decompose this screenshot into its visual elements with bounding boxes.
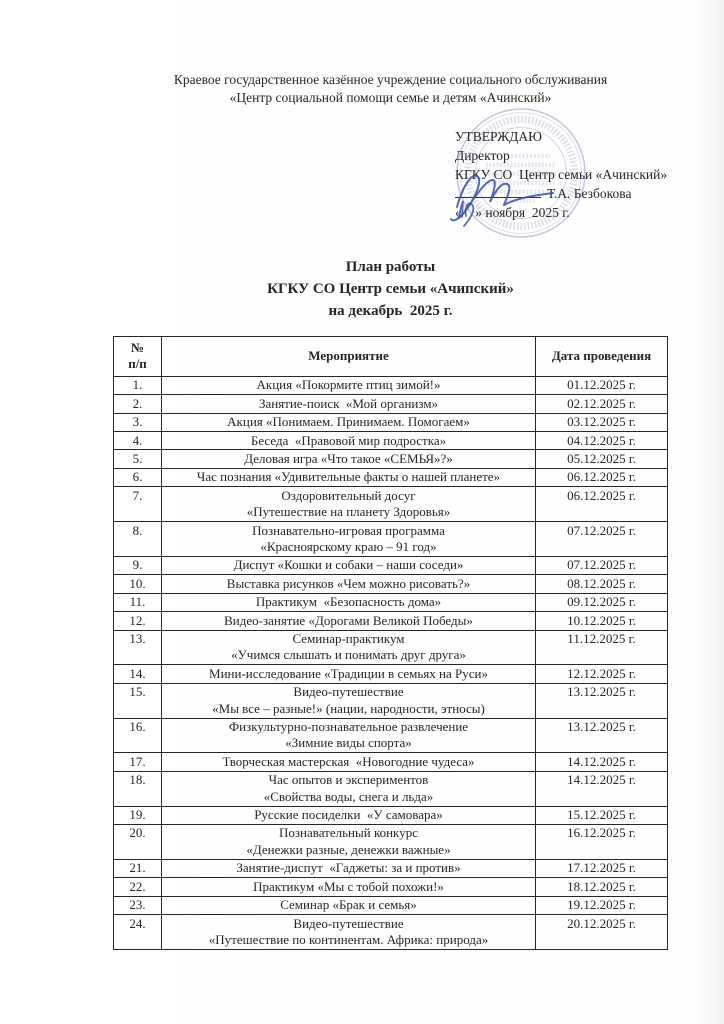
- event-name: Видео-занятие «Дорогами Великой Победы»: [162, 612, 536, 630]
- table-row: [114, 753, 668, 771]
- row-number: 16.: [114, 718, 162, 753]
- table-row: [114, 612, 668, 630]
- table-row: [114, 806, 668, 824]
- row-number: 2.: [114, 395, 162, 413]
- event-name: Занятие-диспут «Гаджеты: за и против»: [162, 859, 536, 877]
- table-row: [114, 522, 668, 557]
- event-date: 06.12.2025 г.: [536, 487, 668, 522]
- event-name: Творческая мастерская «Новогодние чудеса»: [162, 753, 536, 771]
- row-number: 10.: [114, 575, 162, 593]
- org-header: [0, 0, 724, 107]
- row-number: 21.: [114, 859, 162, 877]
- table-row: [114, 718, 668, 753]
- event-date: 17.12.2025 г.: [536, 859, 668, 877]
- event-date: 11.12.2025 г.: [536, 630, 668, 665]
- event-date: 03.12.2025 г.: [536, 413, 668, 431]
- header-event: Мероприятие: [162, 337, 536, 377]
- row-number: 8.: [114, 522, 162, 557]
- event-name: Деловая игра «Что такое «СЕМЬЯ»?»: [162, 450, 536, 468]
- event-name: Познавательный конкурс «Денежки разные, денежки важные»: [162, 824, 536, 859]
- row-number: 7.: [114, 487, 162, 522]
- event-name: Русские посиделки «У самовара»: [162, 806, 536, 824]
- event-name: Практикум «Безопасность дома»: [162, 593, 536, 611]
- event-name: Физкультурно-познавательное развлечение «Зимние виды спорта»: [162, 718, 536, 753]
- table-row: [114, 915, 668, 950]
- table-row: [114, 771, 668, 806]
- row-number: 12.: [114, 612, 162, 630]
- event-name: Акция «Понимаем. Принимаем. Помогаем»: [162, 413, 536, 431]
- event-name: Практикум «Мы с тобой похожи!»: [162, 878, 536, 896]
- event-name: Оздоровительный досуг «Путешествие на планету Здоровья»: [162, 487, 536, 522]
- row-number: 19.: [114, 806, 162, 824]
- table-row: [114, 665, 668, 683]
- table-row: [114, 450, 668, 468]
- row-number: 6.: [114, 468, 162, 486]
- document-title: [0, 256, 724, 322]
- event-date: 04.12.2025 г.: [536, 432, 668, 450]
- event-date: 14.12.2025 г.: [536, 753, 668, 771]
- event-date: 05.12.2025 г.: [536, 450, 668, 468]
- plan-table-header: [114, 337, 668, 377]
- table-row: [114, 896, 668, 914]
- event-date: 19.12.2025 г.: [536, 896, 668, 914]
- approval-date-line: « » ноября 2025 г.: [455, 205, 570, 220]
- table-row: [114, 878, 668, 896]
- event-date: 20.12.2025 г.: [536, 915, 668, 950]
- approver-name: Т.А. Безбокова: [547, 186, 632, 201]
- event-date: 08.12.2025 г.: [536, 575, 668, 593]
- event-date: 07.12.2025 г.: [536, 556, 668, 574]
- row-number: 3.: [114, 413, 162, 431]
- org-header-line2: «Центр социальной помощи семье и детям «Ачинский»: [229, 90, 552, 105]
- event-date: 06.12.2025 г.: [536, 468, 668, 486]
- event-date: 07.12.2025 г.: [536, 522, 668, 557]
- plan-table: [113, 336, 668, 950]
- table-row: [114, 575, 668, 593]
- table-row: [114, 683, 668, 718]
- org-header-line1: Краевое государственное казённое учреждение социального обслуживания: [173, 72, 608, 87]
- row-number: 23.: [114, 896, 162, 914]
- table-row: [114, 630, 668, 665]
- row-number: 20.: [114, 824, 162, 859]
- event-name: Час опытов и экспериментов «Свойства воды, снега и льда»: [162, 771, 536, 806]
- approver-org: КГКУ СО Центр семьи «Ачинский»: [455, 167, 668, 182]
- event-date: 01.12.2025 г.: [536, 376, 668, 394]
- event-date: 14.12.2025 г.: [536, 771, 668, 806]
- event-date: 13.12.2025 г.: [536, 683, 668, 718]
- event-date: 09.12.2025 г.: [536, 593, 668, 611]
- row-number: 18.: [114, 771, 162, 806]
- event-name: Семинар «Брак и семья»: [162, 896, 536, 914]
- event-date: 12.12.2025 г.: [536, 665, 668, 683]
- event-date: 13.12.2025 г.: [536, 718, 668, 753]
- event-name: Занятие-поиск «Мой организм»: [162, 395, 536, 413]
- table-row: [114, 556, 668, 574]
- table-row: [114, 413, 668, 431]
- event-name: Познавательно-игровая программа «Красноярскому краю – 91 год»: [162, 522, 536, 557]
- event-name: Видео-путешествие «Путешествие по континентам. Африка: природа»: [162, 915, 536, 950]
- event-name: Семинар-практикум «Учимся слышать и понимать друг друга»: [162, 630, 536, 665]
- handwritten-day: [449, 196, 485, 228]
- event-name: Мини-исследование «Традиции в семьях на Руси»: [162, 665, 536, 683]
- event-name: Час познания «Удивительные факты о нашей планете»: [162, 468, 536, 486]
- event-name: Диспут «Кошки и собаки – наши соседи»: [162, 556, 536, 574]
- plan-table-body: [114, 376, 668, 949]
- event-date: 16.12.2025 г.: [536, 824, 668, 859]
- row-number: 5.: [114, 450, 162, 468]
- row-number: 13.: [114, 630, 162, 665]
- title-line3: на декабрь 2025 г.: [328, 303, 453, 319]
- header-date: Дата проведения: [536, 337, 668, 377]
- approver-position: Директор: [455, 148, 510, 163]
- row-number: 15.: [114, 683, 162, 718]
- event-name: Видео-путешествие «Мы все – разные!» (нации, народности, этносы): [162, 683, 536, 718]
- table-row: [114, 824, 668, 859]
- row-number: 17.: [114, 753, 162, 771]
- title-line2: КГКУ СО Центр семьи «Ачипский»: [267, 281, 514, 297]
- row-number: 22.: [114, 878, 162, 896]
- event-name: Акция «Покормите птиц зимой!»: [162, 376, 536, 394]
- row-number: 11.: [114, 593, 162, 611]
- table-row: [114, 859, 668, 877]
- event-name: Беседа «Правовой мир подростка»: [162, 432, 536, 450]
- header-num: № п/п: [114, 337, 162, 377]
- table-row: [114, 432, 668, 450]
- event-name: Выставка рисунков «Чем можно рисовать?»: [162, 575, 536, 593]
- row-number: 1.: [114, 376, 162, 394]
- row-number: 4.: [114, 432, 162, 450]
- event-date: 02.12.2025 г.: [536, 395, 668, 413]
- table-row: [114, 395, 668, 413]
- table-row: [114, 376, 668, 394]
- header-row: [114, 337, 668, 377]
- event-date: 15.12.2025 г.: [536, 806, 668, 824]
- row-number: 14.: [114, 665, 162, 683]
- table-row: [114, 468, 668, 486]
- approve-word: УТВЕРЖДАЮ: [455, 129, 543, 144]
- table-row: [114, 593, 668, 611]
- row-number: 9.: [114, 556, 162, 574]
- title-line1: План работы: [345, 259, 436, 275]
- event-date: 18.12.2025 г.: [536, 878, 668, 896]
- event-date: 10.12.2025 г.: [536, 612, 668, 630]
- table-row: [114, 487, 668, 522]
- row-number: 24.: [114, 915, 162, 950]
